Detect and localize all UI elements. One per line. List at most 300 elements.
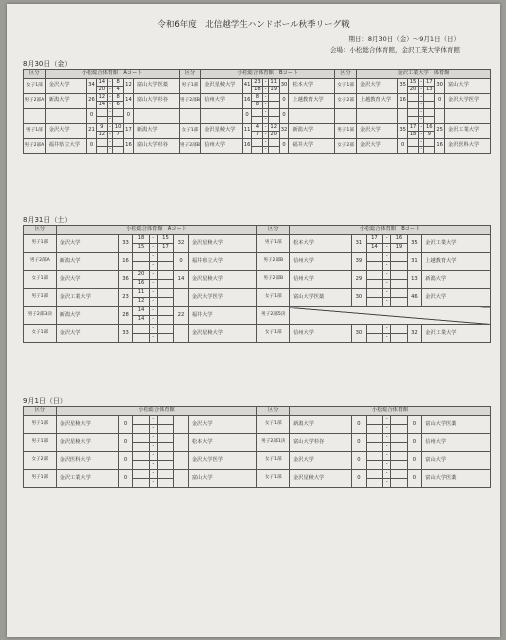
half-separator: - [149, 470, 157, 479]
half-score-home [366, 253, 382, 262]
home-score: 41 [242, 79, 252, 94]
home-team: 金沢大学 [56, 271, 118, 289]
away-team: 上越教育大学 [422, 253, 491, 271]
away-score: 22 [174, 307, 189, 325]
away-team: 金沢工業大学 [445, 124, 491, 139]
half-score-home: 15 [408, 79, 419, 87]
half-score-home: 14 [96, 101, 107, 109]
away-score: 0 [124, 109, 134, 124]
away-score: 30 [279, 79, 289, 94]
division-label: 男子1部 [24, 416, 57, 434]
half-score-away [391, 271, 407, 280]
half-separator: - [149, 298, 157, 307]
table-row [24, 470, 491, 479]
home-team: 金沢大学 [56, 325, 118, 343]
home-score: 0 [352, 416, 367, 434]
half-score-home [133, 479, 149, 488]
away-team: 金沢工業大学 [422, 325, 491, 343]
half-score-home: 15 [133, 244, 149, 253]
half-separator: - [420, 131, 423, 138]
half-separator: - [109, 116, 111, 123]
home-score: 0 [118, 434, 133, 452]
division-label: 男子2部5決 [257, 307, 290, 325]
day3-schedule-table [23, 406, 491, 488]
away-score: 12 [124, 79, 134, 94]
away-score: 0 [407, 434, 422, 452]
half-separator: - [109, 138, 111, 145]
home-score: 33 [118, 325, 133, 343]
half-separator: - [264, 78, 267, 85]
half-score-home [252, 139, 263, 147]
table-header-row [24, 407, 491, 416]
half-separator: - [420, 108, 423, 115]
away-team [445, 109, 491, 124]
table-header-row [24, 226, 491, 235]
division-label: 女子2部 [24, 452, 57, 470]
half-score-away [157, 289, 173, 298]
half-score-away [391, 253, 407, 262]
home-team: 信州大学 [290, 271, 352, 289]
away-score: 13 [407, 271, 422, 289]
half-score-home [366, 461, 382, 470]
away-team [133, 109, 179, 124]
half-score-home [133, 416, 149, 425]
division-label: 男子1部 [24, 235, 57, 253]
home-score: 21 [87, 124, 97, 139]
home-team: 富山大学杉谷 [290, 434, 352, 452]
division-header: 区分 [24, 407, 57, 416]
away-team: 金沢大学医学 [188, 289, 257, 307]
half-separator: - [383, 262, 391, 271]
half-separator: - [149, 434, 157, 443]
court-header: 小松総合体育館 Bコート [290, 226, 491, 235]
half-score-home [408, 146, 419, 154]
half-score-away [157, 262, 173, 271]
division-label: 男子2部B [257, 271, 290, 289]
half-score-away: 17 [424, 79, 435, 87]
half-separator: - [264, 108, 267, 115]
half-separator: - [420, 146, 423, 153]
half-separator: - [264, 86, 267, 93]
away-team: 富山大学医薬 [133, 79, 179, 94]
half-score-home [408, 101, 419, 109]
home-team: 金沢星稜大学 [201, 124, 242, 139]
half-score-home [366, 298, 382, 307]
half-score-home [366, 325, 382, 334]
half-separator: - [149, 253, 157, 262]
table-row [24, 79, 491, 87]
half-separator: - [149, 271, 157, 280]
division-label: 男子2部3決 [24, 307, 57, 325]
away-team: 富山大学 [445, 79, 491, 94]
half-score-away [391, 461, 407, 470]
half-separator: - [264, 93, 267, 100]
home-score: 35 [398, 79, 408, 94]
home-score: 28 [118, 307, 133, 325]
half-separator: - [149, 235, 157, 244]
table-row [24, 325, 491, 334]
half-score-away [391, 434, 407, 443]
half-score-away [113, 139, 124, 147]
half-score-away: 12 [268, 124, 279, 132]
table-header-row [24, 70, 491, 79]
away-score: 0 [435, 94, 445, 109]
half-separator: - [149, 479, 157, 488]
half-score-away: 8 [113, 94, 124, 102]
home-score: 39 [352, 253, 367, 271]
half-score-away [391, 325, 407, 334]
half-score-away: 8 [113, 79, 124, 87]
division-label: 男子1部 [257, 235, 290, 253]
home-team [45, 109, 86, 124]
half-score-away [391, 334, 407, 343]
away-team: 富山大学杉谷 [133, 139, 179, 154]
division-label: 男子2部B [257, 253, 290, 271]
division-header: 区分 [257, 407, 290, 416]
home-score [398, 109, 408, 124]
home-team: 金沢星稜大学 [201, 79, 242, 94]
away-team: 金沢大学 [422, 289, 491, 307]
half-score-away [157, 325, 173, 334]
table-row [24, 139, 491, 147]
division-label: 男子1部 [179, 79, 201, 94]
half-separator: - [383, 325, 391, 334]
away-score [174, 452, 189, 470]
half-score-home: 11 [133, 289, 149, 298]
home-score: 16 [118, 253, 133, 271]
half-separator: - [109, 108, 111, 115]
home-score: 0 [242, 109, 252, 124]
away-score [174, 470, 189, 488]
half-separator: - [383, 235, 391, 244]
half-score-home [366, 443, 382, 452]
half-separator: - [383, 452, 391, 461]
away-team: 金沢医科大学 [445, 139, 491, 154]
half-score-away: 4 [113, 86, 124, 94]
half-separator: - [109, 123, 111, 130]
division-label [24, 109, 46, 124]
half-score-home: 18 [133, 235, 149, 244]
away-score [174, 434, 189, 452]
division-label: 女子2部 [335, 139, 357, 154]
away-score: 0 [279, 109, 289, 124]
half-score-home [133, 434, 149, 443]
half-score-home: 20 [96, 86, 107, 94]
away-team: 新潟大学 [422, 271, 491, 289]
half-score-away: 17 [157, 244, 173, 253]
half-separator: - [383, 479, 391, 488]
document-title: 令和6年度 北信越学生ハンドボール秋季リーグ戦 [157, 20, 350, 30]
division-label: 男子1部 [24, 434, 57, 452]
table-row [24, 94, 491, 102]
half-separator: - [420, 78, 423, 85]
half-score-home: 8 [252, 94, 263, 102]
half-separator: - [264, 101, 267, 108]
home-team [201, 109, 242, 124]
half-score-away: 16 [424, 124, 435, 132]
away-team: 金沢大学 [188, 416, 257, 434]
away-score [174, 325, 189, 343]
table-row [24, 307, 491, 316]
half-score-away [424, 101, 435, 109]
home-team: 金沢大学 [356, 139, 397, 154]
half-score-home: 12 [96, 131, 107, 139]
day2-date: 8月31日（土） [23, 216, 72, 224]
away-score: 0 [174, 253, 189, 271]
division-label [179, 109, 201, 124]
half-separator: - [149, 416, 157, 425]
half-score-away: 13 [424, 86, 435, 94]
half-score-away [157, 334, 173, 343]
half-score-home: 14 [133, 307, 149, 316]
half-separator: - [109, 86, 111, 93]
half-score-home [133, 325, 149, 334]
away-team: 金沢星稜大学 [188, 235, 257, 253]
half-score-home [408, 109, 419, 117]
half-score-away [157, 253, 173, 262]
half-separator: - [149, 334, 157, 343]
home-score: 23 [118, 289, 133, 307]
division-header: 区分 [24, 226, 57, 235]
half-score-away: 19 [391, 244, 407, 253]
half-score-home: 12 [96, 94, 107, 102]
home-team: 信州大学 [201, 94, 242, 109]
division-label: 女子1部 [24, 79, 46, 94]
half-score-away [391, 425, 407, 434]
away-score: 32 [407, 325, 422, 343]
half-score-away [157, 470, 173, 479]
division-label: 女子1部 [335, 79, 357, 94]
away-score: 30 [435, 79, 445, 94]
half-separator: - [420, 93, 423, 100]
half-score-away: 15 [157, 235, 173, 244]
away-score: 25 [435, 124, 445, 139]
division-label: 女子1部 [179, 124, 201, 139]
home-score: 0 [87, 109, 97, 124]
half-score-away [424, 139, 435, 147]
home-team: 新潟大学 [56, 253, 118, 271]
home-team: 信州大学 [290, 325, 352, 343]
away-team: 富山大学杉谷 [133, 94, 179, 109]
half-score-away [391, 262, 407, 271]
half-separator: - [149, 262, 157, 271]
home-score: 0 [118, 452, 133, 470]
half-score-home [133, 425, 149, 434]
half-separator: - [383, 298, 391, 307]
away-team: 富山大学医薬 [422, 416, 491, 434]
home-score: 0 [118, 470, 133, 488]
division-label: 女子1部 [24, 271, 57, 289]
half-score-away [268, 139, 279, 147]
half-separator: - [109, 146, 111, 153]
division-label: 女子1部 [257, 416, 290, 434]
table-row [24, 124, 491, 132]
half-score-home [366, 479, 382, 488]
half-score-away [268, 109, 279, 117]
home-score: 30 [352, 289, 367, 307]
half-score-home [96, 139, 107, 147]
table-row [24, 253, 491, 262]
home-score: 11 [242, 124, 252, 139]
half-separator: - [383, 244, 391, 253]
half-score-away [268, 146, 279, 154]
half-score-away [424, 109, 435, 117]
away-score: 16 [124, 139, 134, 154]
away-team: 福井大学 [289, 139, 335, 154]
table-row [24, 235, 491, 244]
home-team: 金沢星稜大学 [56, 434, 118, 452]
home-score: 0 [352, 470, 367, 488]
home-team: 新潟大学 [56, 307, 118, 325]
court-header: 小松総合体育館 [290, 407, 491, 416]
away-team: 福井県立大学 [188, 253, 257, 271]
half-score-away: 7 [113, 131, 124, 139]
half-separator: - [149, 325, 157, 334]
half-separator: - [383, 334, 391, 343]
away-team: 松本大学 [289, 79, 335, 94]
half-score-home [96, 116, 107, 124]
home-score: 0 [118, 416, 133, 434]
home-team: 上越教育大学 [356, 94, 397, 109]
home-score: 34 [87, 79, 97, 94]
division-header: 区分 [24, 70, 46, 79]
away-score: 0 [407, 452, 422, 470]
half-score-home: 7 [252, 131, 263, 139]
half-separator: - [264, 116, 267, 123]
half-score-home [252, 116, 263, 124]
half-score-home: 20 [133, 271, 149, 280]
division-label: 男子1部 [24, 124, 46, 139]
half-separator: - [264, 146, 267, 153]
home-team: 金沢工業大学 [56, 470, 118, 488]
half-separator: - [420, 101, 423, 108]
half-score-away [157, 452, 173, 461]
home-score: 0 [398, 139, 408, 154]
away-team [289, 109, 335, 124]
away-score: 31 [407, 253, 422, 271]
home-team: 信州大学 [290, 253, 352, 271]
half-score-away [268, 101, 279, 109]
half-score-home [366, 425, 382, 434]
division-label: 女子1部 [24, 325, 57, 343]
half-score-away [391, 452, 407, 461]
table-row [24, 416, 491, 425]
half-separator: - [149, 452, 157, 461]
home-score: 16 [398, 94, 408, 109]
division-header: 区分 [335, 70, 357, 79]
division-label: 男子1部 [24, 289, 57, 307]
home-score: 36 [118, 271, 133, 289]
division-header: 区分 [257, 226, 290, 235]
half-score-home: 17 [366, 235, 382, 244]
half-score-home: 4 [252, 124, 263, 132]
away-team: 金沢大学医学 [445, 94, 491, 109]
half-score-home: 14 [96, 79, 107, 87]
away-team: 富山大学 [422, 452, 491, 470]
away-team: 富山大学 [188, 470, 257, 488]
division-label: 男子1部 [335, 124, 357, 139]
half-separator: - [383, 425, 391, 434]
home-score: 16 [242, 139, 252, 154]
half-score-away [113, 146, 124, 154]
half-separator: - [149, 461, 157, 470]
half-score-away [391, 289, 407, 298]
half-separator: - [383, 280, 391, 289]
half-score-home [133, 262, 149, 271]
division-label: 男子2部B [179, 94, 201, 109]
half-score-away: 11 [268, 79, 279, 87]
day1-schedule-table [23, 69, 491, 154]
home-score: 0 [87, 139, 97, 154]
half-score-home: 9 [96, 124, 107, 132]
half-separator: - [109, 93, 111, 100]
court-header: 小松総合体育館 Aコート [56, 226, 257, 235]
away-score: 35 [407, 235, 422, 253]
half-score-away [157, 271, 173, 280]
away-score: 32 [174, 235, 189, 253]
half-separator: - [420, 116, 423, 123]
away-score: 46 [407, 289, 422, 307]
half-score-home [366, 271, 382, 280]
away-score: 14 [174, 271, 189, 289]
half-score-away [391, 479, 407, 488]
half-score-away: 19 [268, 86, 279, 94]
half-score-away [424, 94, 435, 102]
away-team: 金沢大学医学 [188, 452, 257, 470]
half-separator: - [109, 131, 111, 138]
away-team: 新潟大学 [289, 124, 335, 139]
half-score-home [133, 334, 149, 343]
event-venue: 会場：小松総合体育館，金沢工業大学体育館 [330, 46, 460, 54]
away-score: 16 [435, 139, 445, 154]
away-score: 0 [407, 416, 422, 434]
half-score-away [157, 416, 173, 425]
half-separator: - [420, 138, 423, 145]
half-score-home [133, 452, 149, 461]
home-team: 金沢星稜大学 [290, 470, 352, 488]
home-team: 金沢工業大学 [56, 289, 118, 307]
half-score-away: 16 [391, 235, 407, 244]
half-score-away [391, 470, 407, 479]
half-separator: - [383, 289, 391, 298]
half-score-away [157, 461, 173, 470]
half-score-home [366, 262, 382, 271]
table-row [24, 434, 491, 443]
half-separator: - [109, 101, 111, 108]
half-separator: - [264, 138, 267, 145]
home-team: 新潟大学 [45, 94, 86, 109]
court-header: 小松総合体育館 [56, 407, 257, 416]
half-score-home [96, 109, 107, 117]
half-separator: - [149, 443, 157, 452]
half-score-home: 17 [408, 124, 419, 132]
away-team: 富山大学医薬 [422, 470, 491, 488]
division-label: 男子2部A [24, 253, 57, 271]
division-header: 区分 [179, 70, 201, 79]
division-label: 女子1部 [257, 470, 290, 488]
half-score-away [157, 298, 173, 307]
half-separator: - [149, 307, 157, 316]
half-score-home: 12 [133, 298, 149, 307]
half-score-away [391, 280, 407, 289]
half-score-home [252, 146, 263, 154]
half-score-home [133, 461, 149, 470]
home-score: 0 [352, 434, 367, 452]
half-score-home: 18 [252, 86, 263, 94]
home-team: 金沢大学 [45, 124, 86, 139]
home-score: 31 [352, 235, 367, 253]
division-label: 女子2部 [335, 94, 357, 109]
